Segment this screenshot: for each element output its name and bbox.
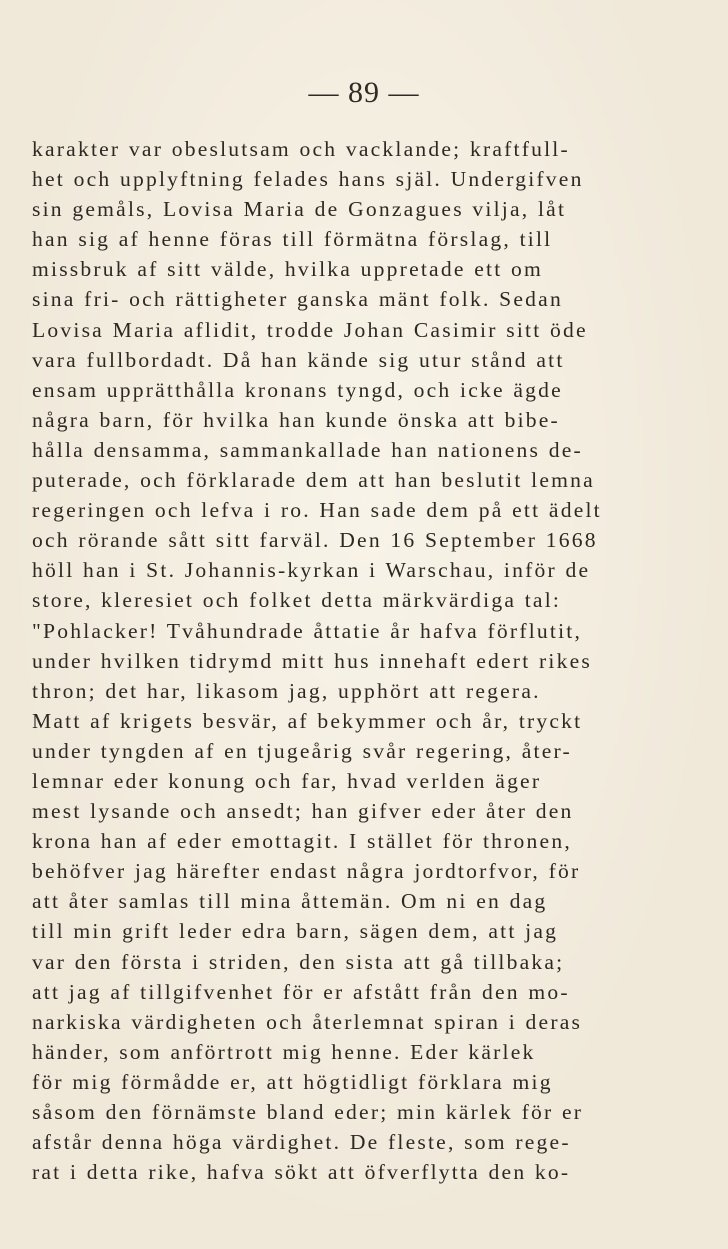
text-line: sin gemåls, Lovisa Maria de Gonzagues vilja, låt	[32, 197, 567, 222]
text-line: att åter samlas till mina åttemän. Om ni en dag	[32, 889, 548, 914]
text-line: missbruk af sitt välde, hvilka uppretade ett om	[32, 257, 543, 282]
text-line: mest lysande och ansedt; han gifver eder åter den	[32, 799, 574, 824]
page-number: — 89 —	[308, 76, 420, 109]
text-line: regeringen och lefva i ro. Han sade dem på ett ädelt	[32, 498, 602, 523]
text-line: han sig af henne föras till förmätna förslag, till	[32, 227, 553, 252]
text-line: narkiska värdigheten och återlemnat spiran i deras	[32, 1009, 583, 1034]
text-line: lemnar eder konung och far, hvad verlden äger	[32, 768, 542, 793]
body-text	[32, 134, 632, 1187]
text-line: höll han i St. Johannis-kyrkan i Warschau, inför de	[32, 558, 591, 583]
text-line: "Pohlacker! Tvåhundrade åttatie år hafva förflutit,	[32, 618, 583, 643]
text-line: thron; det har, likasom jag, upphört att regera.	[32, 678, 541, 703]
text-line: vara fullbordadt. Då han kände sig utur stånd att	[32, 347, 565, 372]
text-line: hålla densamma, sammankallade han nationens de-	[32, 437, 583, 462]
text-line: karakter var obeslutsam och vacklande; kraftfull-	[32, 137, 570, 161]
text-line: het och upplyftning felades hans själ. Undergifven	[32, 167, 584, 192]
text-line: rat i detta rike, hafva sökt att öfverflytta den ko-	[32, 1160, 571, 1185]
text-line: såsom den förnämste bland eder; min kärlek för er	[32, 1100, 584, 1124]
text-line: krona han af eder emottagit. I stället för thronen,	[32, 829, 572, 854]
text-line: behöfver jag härefter endast några jordtorfvor, för	[32, 859, 581, 884]
text-line: var den första i striden, den sista att gå tillbaka;	[32, 949, 565, 974]
text-line: afstår denna höga värdighet. De fleste, som rege-	[32, 1130, 571, 1155]
text-line: att jag af tillgifvenhet för er afstått från den mo-	[32, 979, 570, 1004]
text-line: för mig förmådde er, att högtidligt förklara mig	[32, 1069, 553, 1094]
text-line: under tyngden af en tjugeårig svår regering, åter-	[32, 738, 572, 763]
text-line: ensam upprätthålla kronans tyngd, och icke ägde	[32, 377, 563, 402]
text-line: och rörande sått sitt farväl. Den 16 September 1668	[32, 528, 598, 553]
text-line: sina fri- och rättigheter ganska mänt folk. Sedan	[32, 287, 563, 312]
text-line: under hvilken tidrymd mitt hus innehaft edert rikes	[32, 648, 592, 673]
text-line: Matt af krigets besvär, af bekymmer och år, tryckt	[32, 708, 583, 733]
text-line: händer, som anförtrott mig henne. Eder kärlek	[32, 1039, 536, 1064]
text-line: några barn, för hvilka han kunde önska att bibe-	[32, 407, 560, 432]
text-line: Lovisa Maria aflidit, trodde Johan Casimir sitt öde	[32, 317, 588, 342]
text-line: puterade, och förklarade dem att han beslutit lemna	[32, 468, 595, 493]
text-line: store, kleresiet och folket detta märkvärdiga tal:	[32, 588, 562, 613]
text-line: till min grift leder edra barn, sägen dem, att jag	[32, 919, 559, 944]
